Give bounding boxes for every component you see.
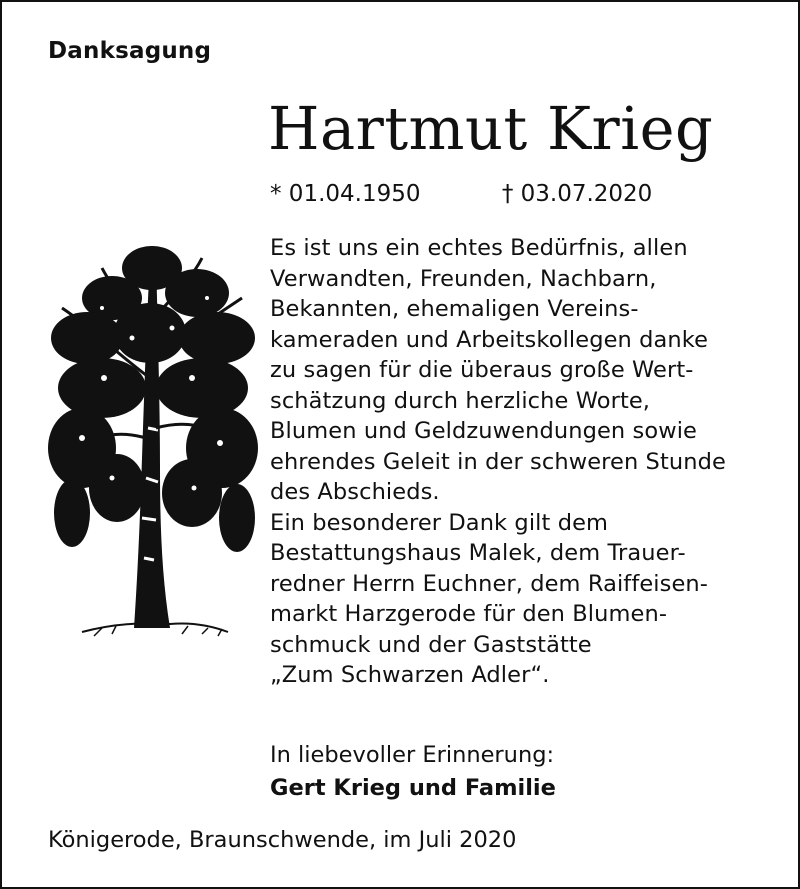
closing-block [270, 739, 556, 805]
message-line: ehrendes Geleit in der schweren Stunde [270, 448, 726, 475]
closing-text: In liebevoller Erinnerung: [270, 742, 555, 768]
heading: Danksagung [48, 38, 212, 64]
birth-date: * 01.04.1950 [270, 181, 421, 207]
place-date: Königerode, Braunschwende, im Juli 2020 [48, 827, 517, 853]
message-line: Ein besonderer Dank gilt dem [270, 509, 609, 536]
message-line: „Zum Schwarzen Adler“. [270, 662, 550, 688]
message-line: redner Herrn Euchner, dem Raiffeisen- [270, 570, 708, 597]
message-line: Bekannten, ehemaligen Vereins- [270, 296, 639, 322]
message-line: markt Harzgerode für den Blumen- [270, 601, 668, 627]
message-line: schätzung durch herzliche Worte, [270, 387, 651, 414]
life-dates [270, 181, 652, 207]
birch-tree-icon [42, 238, 264, 644]
family-signature: Gert Krieg und Familie [270, 775, 556, 801]
message-line: Blumen und Geldzuwendungen sowie [270, 418, 697, 444]
death-date: † 03.07.2020 [501, 181, 653, 207]
message-line: kameraden und Arbeitskollegen danke [270, 326, 709, 353]
message-line: Bestattungshaus Malek, dem Trauer- [270, 540, 686, 566]
message-line: des Abschieds. [270, 479, 440, 505]
message-line: Verwandten, Freunden, Nachbarn, [270, 265, 657, 292]
message-body [270, 233, 790, 691]
deceased-name: Hartmut Krieg [268, 94, 714, 163]
message-line: zu sagen für die überaus große Wert- [270, 357, 694, 383]
message-line: Es ist uns ein echtes Bedürfnis, allen [270, 235, 688, 261]
message-line: schmuck und der Gaststätte [270, 631, 592, 658]
